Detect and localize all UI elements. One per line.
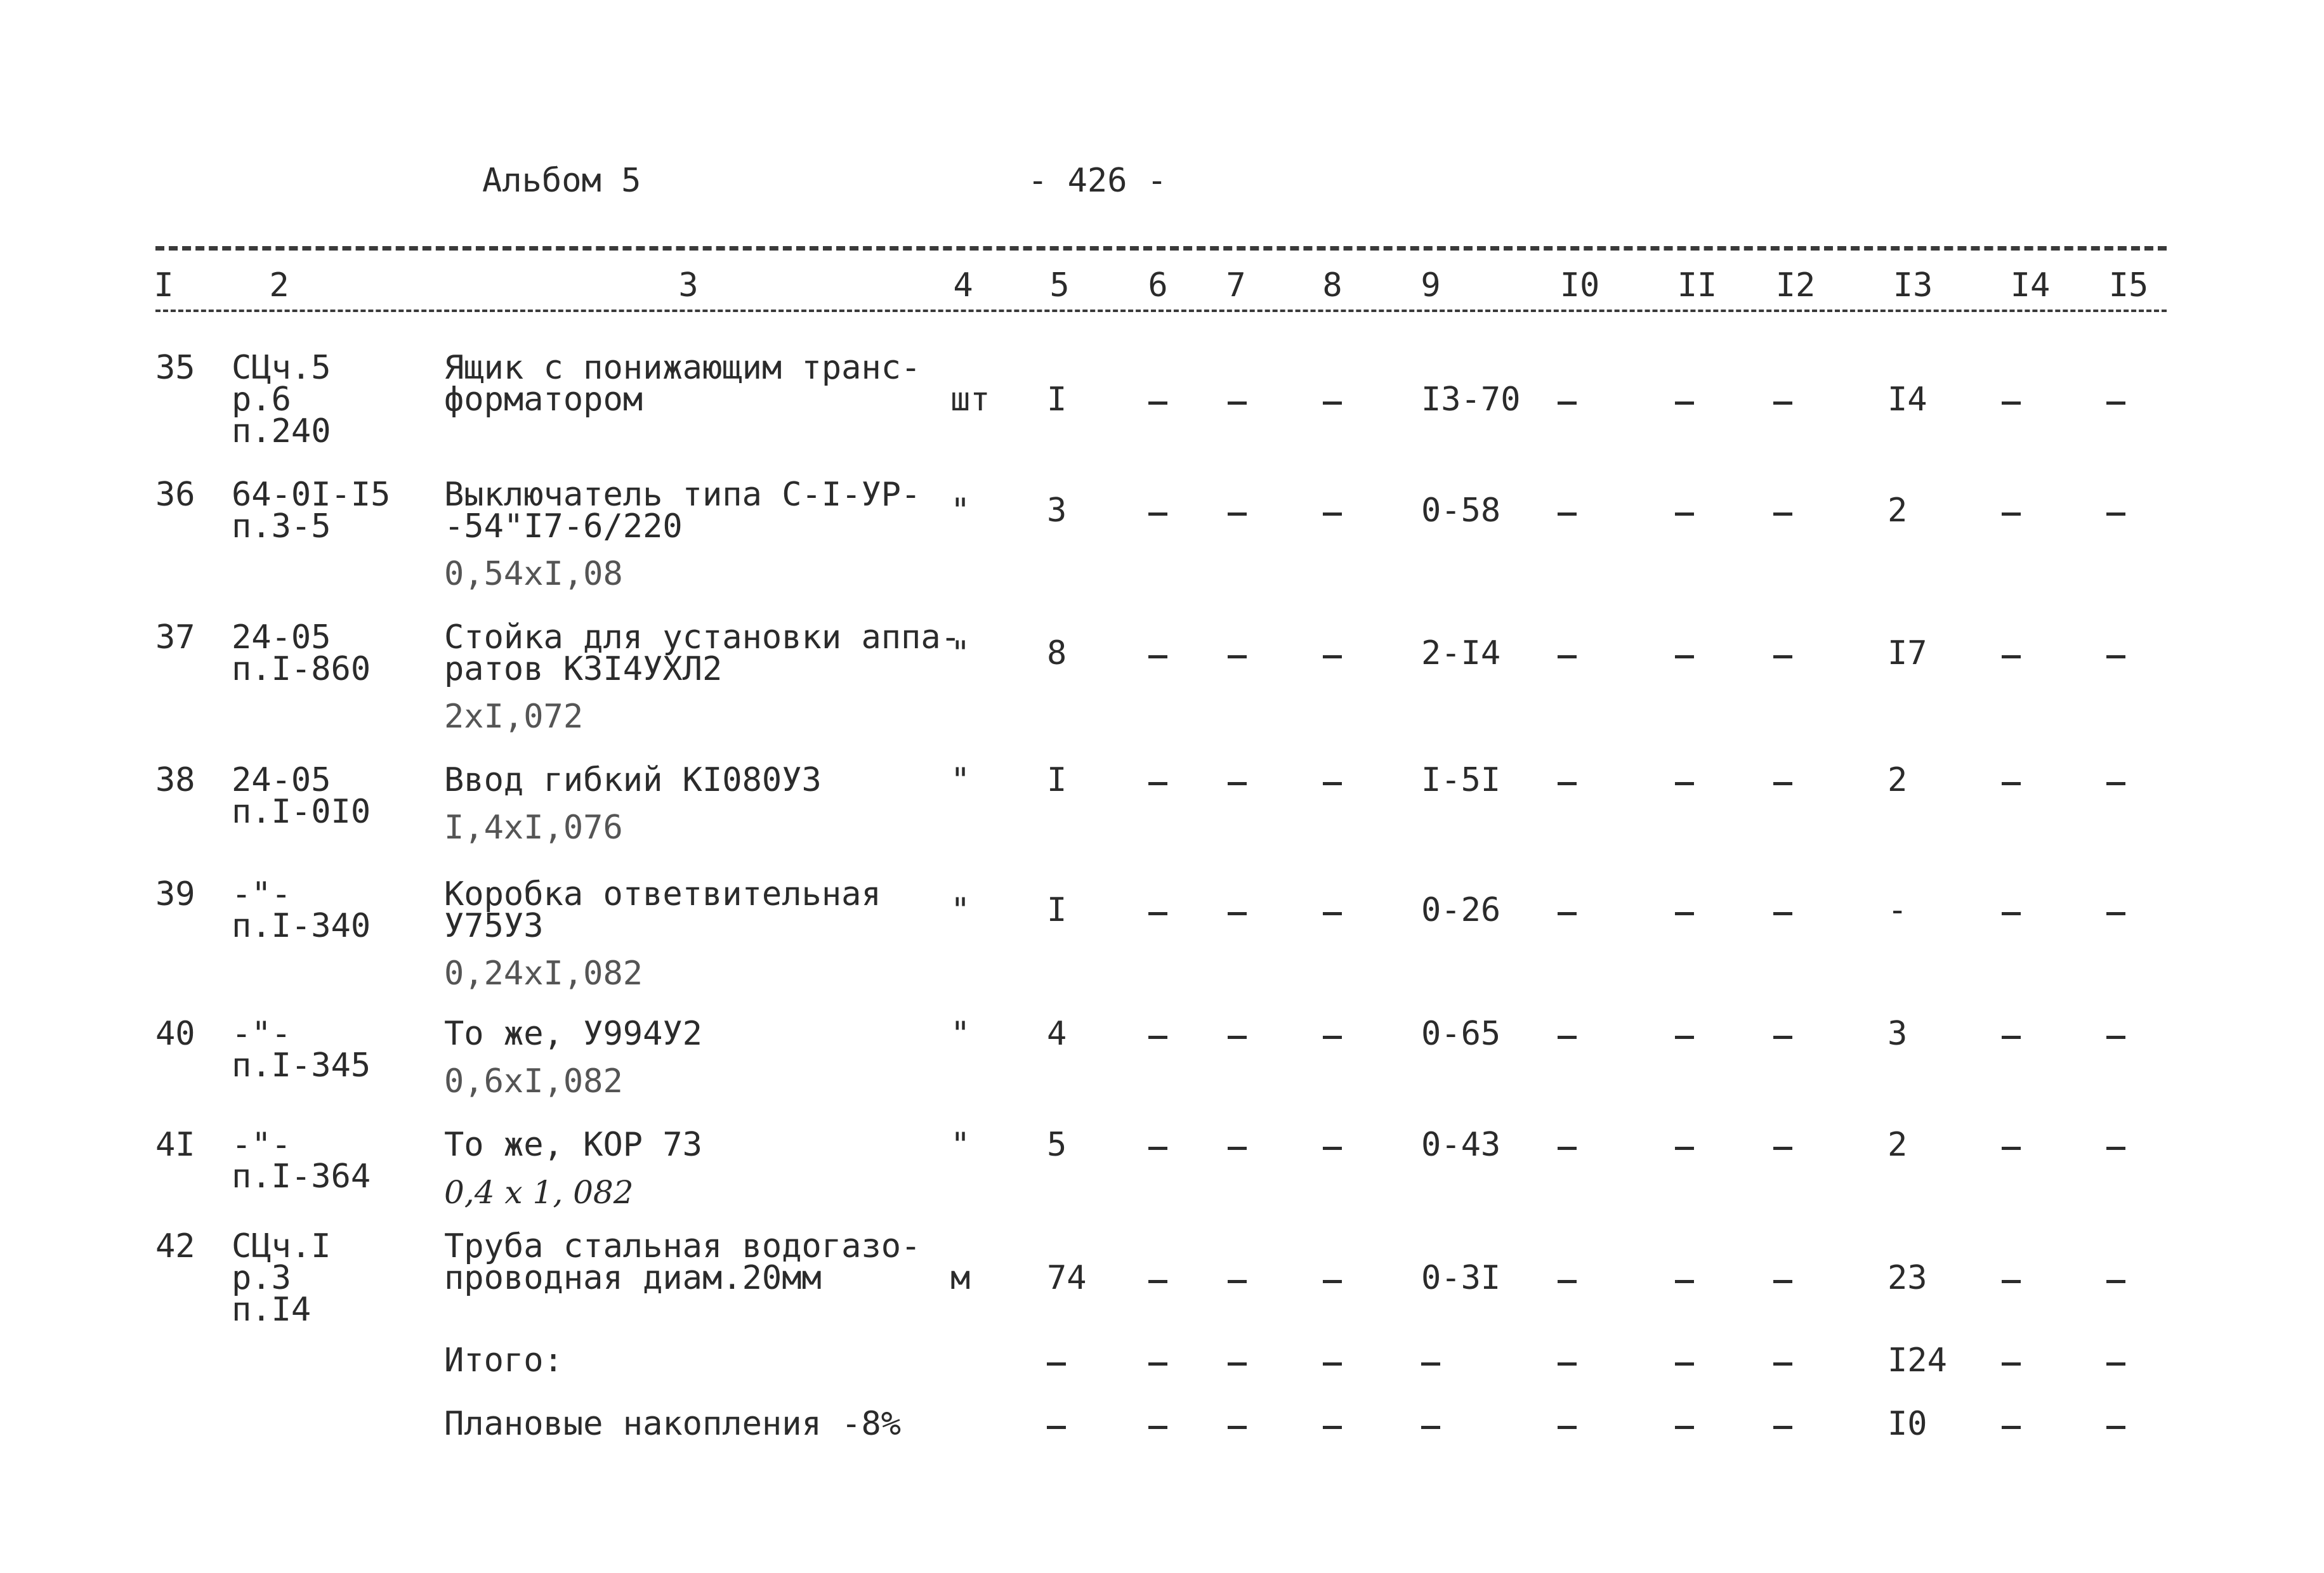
empty-cell-dash [2106, 655, 2125, 658]
col-header-5: 5 [1049, 266, 1070, 304]
empty-cell-dash [1148, 1426, 1167, 1429]
empty-cell-dash [1773, 1036, 1792, 1039]
totals-label: Плановые накопления -8% [444, 1405, 902, 1443]
empty-cell-dash [1148, 655, 1167, 658]
empty-cell-dash [1558, 912, 1577, 915]
empty-cell-dash [2002, 1426, 2021, 1429]
empty-cell-dash [1558, 1147, 1577, 1150]
row-unit: " [950, 761, 971, 799]
empty-cell-dash [1675, 1280, 1694, 1283]
row-total: 2 [1887, 1126, 1908, 1164]
row-price: 0-65 [1421, 1015, 1501, 1053]
header-dashed-rule [155, 310, 2167, 312]
empty-cell-dash [1773, 1362, 1792, 1366]
empty-cell-dash [2002, 1362, 2021, 1366]
empty-cell-dash [1228, 1036, 1247, 1039]
row-total: 3 [1887, 1015, 1908, 1053]
row-quantity: 74 [1047, 1259, 1087, 1297]
empty-cell-dash [1558, 782, 1577, 785]
empty-cell-dash [1228, 782, 1247, 785]
col-header-3: 3 [678, 266, 699, 304]
row-quantity: 5 [1047, 1126, 1067, 1164]
col-header-14: I4 [2010, 266, 2051, 304]
row-dimensions: 0,6xI,082 [444, 1062, 623, 1100]
row-total: I4 [1887, 381, 1927, 419]
row-quantity: 8 [1047, 634, 1067, 672]
empty-cell-dash [1047, 1426, 1066, 1429]
row-dimensions: 2xI,072 [444, 698, 584, 736]
empty-cell-dash [1228, 1147, 1247, 1150]
empty-cell-dash [2106, 1147, 2125, 1150]
empty-cell-dash [2002, 912, 2021, 915]
totals-value: I24 [1887, 1341, 1947, 1380]
empty-cell-dash [1675, 655, 1694, 658]
row-total: 2 [1887, 492, 1908, 530]
empty-cell-dash [1558, 1036, 1577, 1039]
empty-cell-dash [2106, 1362, 2125, 1366]
row-number: 36 [155, 476, 195, 514]
empty-cell-dash [1047, 1362, 1066, 1366]
empty-cell-dash [1228, 655, 1247, 658]
empty-cell-dash [1773, 1147, 1792, 1150]
row-reference: 24-05 п.I-860 [232, 618, 371, 688]
empty-cell-dash [1148, 512, 1167, 516]
empty-cell-dash [1148, 1280, 1167, 1283]
row-description: То же, У994У2 [444, 1015, 702, 1053]
page-header-album: Альбом 5 [482, 162, 641, 200]
row-description: Ящик с понижающим транс- форматором [444, 349, 921, 419]
empty-cell-dash [1323, 1426, 1342, 1429]
empty-cell-dash [1148, 401, 1167, 405]
row-price: I-5I [1421, 761, 1501, 799]
empty-cell-dash [2002, 1280, 2021, 1283]
col-header-9: 9 [1421, 266, 1441, 304]
col-header-6: 6 [1148, 266, 1168, 304]
row-unit: м [950, 1259, 971, 1297]
empty-cell-dash [1148, 1362, 1167, 1366]
empty-cell-dash [1773, 512, 1792, 516]
row-price: I3-70 [1421, 381, 1521, 419]
empty-cell-dash [1148, 782, 1167, 785]
row-reference: -"- п.I-364 [232, 1126, 371, 1196]
row-number: 39 [155, 875, 195, 913]
empty-cell-dash [1323, 1036, 1342, 1039]
empty-cell-dash [1773, 1280, 1792, 1283]
row-reference: -"- п.I-340 [232, 875, 371, 945]
empty-cell-dash [1675, 512, 1694, 516]
row-description: То же, КОР 73 [444, 1126, 702, 1164]
row-unit: " [950, 492, 971, 530]
empty-cell-dash [2002, 655, 2021, 658]
empty-cell-dash [2106, 1280, 2125, 1283]
empty-cell-dash [1558, 655, 1577, 658]
empty-cell-dash [1323, 655, 1342, 658]
empty-cell-dash [1558, 1280, 1577, 1283]
empty-cell-dash [1675, 401, 1694, 405]
empty-cell-dash [1675, 1036, 1694, 1039]
row-number: 40 [155, 1015, 195, 1053]
empty-cell-dash [2002, 782, 2021, 785]
empty-cell-dash [1323, 512, 1342, 516]
empty-cell-dash [1558, 401, 1577, 405]
empty-cell-dash [1323, 1280, 1342, 1283]
empty-cell-dash [1228, 1362, 1247, 1366]
row-dimensions: I,4xI,076 [444, 809, 623, 847]
row-price: 2-I4 [1421, 634, 1501, 672]
row-quantity: 3 [1047, 492, 1067, 530]
row-dimensions: 0,54xI,08 [444, 555, 623, 593]
empty-cell-dash [2002, 1036, 2021, 1039]
row-price: 0-43 [1421, 1126, 1501, 1164]
row-number: 35 [155, 349, 195, 387]
row-unit: " [950, 1015, 971, 1053]
row-number: 42 [155, 1227, 195, 1265]
row-price: 0-3I [1421, 1259, 1501, 1297]
empty-cell-dash [1773, 782, 1792, 785]
col-header-8: 8 [1322, 266, 1343, 304]
col-header-15: I5 [2108, 266, 2149, 304]
empty-cell-dash [2106, 782, 2125, 785]
col-header-4: 4 [953, 266, 973, 304]
col-header-2: 2 [269, 266, 289, 304]
empty-cell-dash [2106, 1426, 2125, 1429]
empty-cell-dash [1323, 1147, 1342, 1150]
empty-cell-dash [1323, 401, 1342, 405]
row-total: 2 [1887, 761, 1908, 799]
empty-cell-dash [1421, 1426, 1440, 1429]
empty-cell-dash [1558, 1362, 1577, 1366]
empty-cell-dash [2106, 401, 2125, 405]
row-reference: СЦч.5 р.6 п.240 [232, 349, 331, 450]
page-number: - 426 - [1028, 162, 1167, 200]
empty-cell-dash [1675, 1362, 1694, 1366]
row-price: 0-58 [1421, 492, 1501, 530]
empty-cell-dash [1148, 912, 1167, 915]
empty-cell-dash [1148, 1036, 1167, 1039]
totals-value: I0 [1887, 1405, 1927, 1443]
row-dimensions: 0,24xI,082 [444, 955, 643, 993]
empty-cell-dash [1675, 1426, 1694, 1429]
col-header-1: I [154, 266, 174, 304]
col-header-7: 7 [1226, 266, 1246, 304]
row-dimensions: 0,4 x 1, 082 [444, 1174, 634, 1211]
row-unit: " [950, 634, 971, 672]
row-unit: шт [950, 381, 990, 419]
row-reference: -"- п.I-345 [232, 1015, 371, 1085]
empty-cell-dash [1773, 655, 1792, 658]
col-header-10: I0 [1559, 266, 1600, 304]
row-number: 38 [155, 761, 195, 799]
empty-cell-dash [2106, 1036, 2125, 1039]
empty-cell-dash [1773, 912, 1792, 915]
empty-cell-dash [1228, 401, 1247, 405]
row-unit: " [950, 891, 971, 929]
col-header-11: II [1677, 266, 1717, 304]
empty-cell-dash [1773, 1426, 1792, 1429]
row-unit: " [950, 1126, 971, 1164]
col-header-12: I2 [1775, 266, 1816, 304]
top-dashed-rule [155, 246, 2167, 251]
empty-cell-dash [2106, 512, 2125, 516]
row-quantity: I [1047, 891, 1067, 929]
row-quantity: I [1047, 761, 1067, 799]
empty-cell-dash [1675, 782, 1694, 785]
empty-cell-dash [1228, 512, 1247, 516]
row-number: 4I [155, 1126, 195, 1164]
row-reference: 24-05 п.I-0I0 [232, 761, 371, 831]
empty-cell-dash [1323, 912, 1342, 915]
row-description: Выключатель типа С-I-УР- -54"I7-6/220 [444, 476, 921, 545]
row-description: Стойка для установки аппа- ратов КЗI4УХЛ2 [444, 618, 961, 688]
row-description: Коробка ответвительная У75УЗ [444, 875, 881, 945]
empty-cell-dash [2002, 512, 2021, 516]
row-description: Ввод гибкий КI080УЗ [444, 761, 822, 799]
empty-cell-dash [1148, 1147, 1167, 1150]
empty-cell-dash [2106, 912, 2125, 915]
empty-cell-dash [1421, 1362, 1440, 1366]
empty-cell-dash [1675, 1147, 1694, 1150]
empty-cell-dash [1675, 912, 1694, 915]
empty-cell-dash [1558, 1426, 1577, 1429]
empty-cell-dash [1323, 782, 1342, 785]
row-price: 0-26 [1421, 891, 1501, 929]
row-quantity: I [1047, 381, 1067, 419]
col-header-13: I3 [1893, 266, 1933, 304]
row-number: 37 [155, 618, 195, 656]
row-reference: СЦч.I р.3 п.I4 [232, 1227, 331, 1329]
row-total: - [1887, 891, 1908, 929]
empty-cell-dash [1228, 1426, 1247, 1429]
empty-cell-dash [1323, 1362, 1342, 1366]
empty-cell-dash [1228, 1280, 1247, 1283]
row-total: 23 [1887, 1259, 1927, 1297]
totals-label: Итого: [444, 1341, 563, 1380]
empty-cell-dash [1558, 512, 1577, 516]
empty-cell-dash [1773, 401, 1792, 405]
row-description: Труба стальная водогазо- проводная диам.20мм [444, 1227, 921, 1297]
empty-cell-dash [1228, 912, 1247, 915]
empty-cell-dash [2002, 1147, 2021, 1150]
row-total: I7 [1887, 634, 1927, 672]
row-quantity: 4 [1047, 1015, 1067, 1053]
row-reference: 64-0I-I5 п.3-5 [232, 476, 391, 545]
empty-cell-dash [2002, 401, 2021, 405]
